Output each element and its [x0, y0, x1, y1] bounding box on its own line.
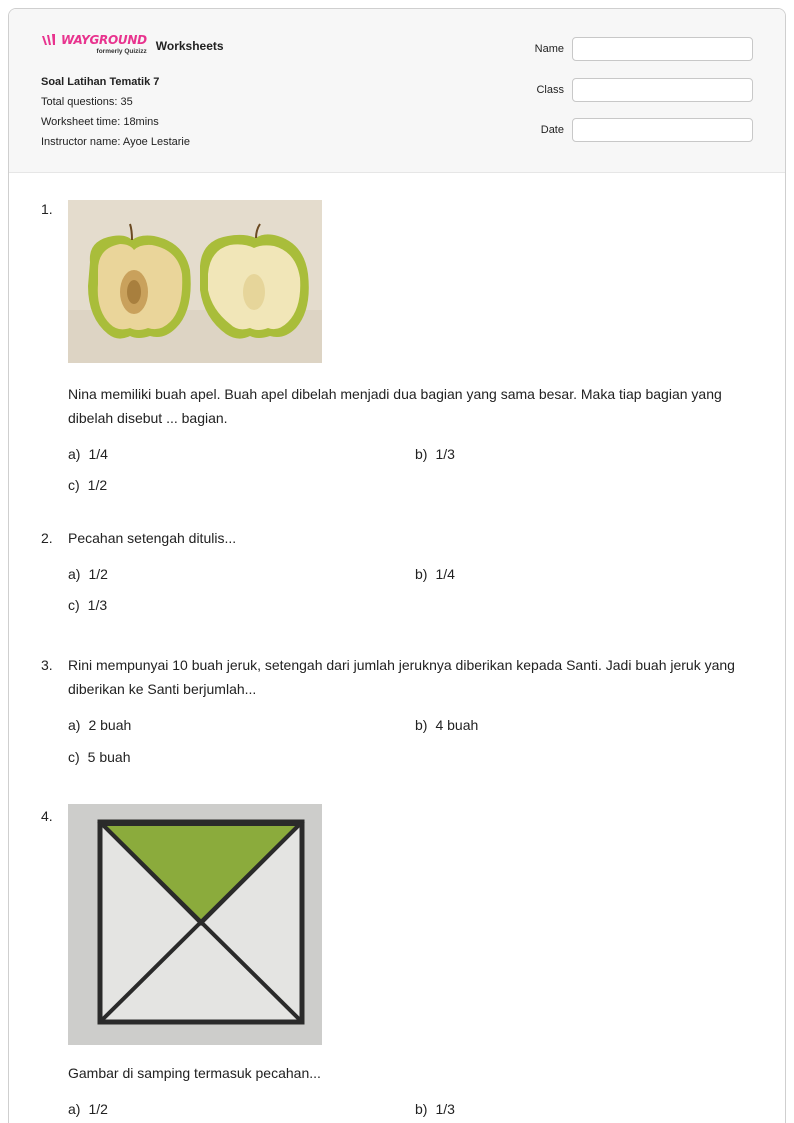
question-number: 1. [41, 201, 53, 217]
section-title: Worksheets [155, 39, 224, 53]
name-field-row [535, 37, 753, 61]
question-text: Pecahan setengah ditulis... [68, 530, 237, 546]
option-letter: c) [68, 749, 80, 765]
option-text: 1/2 [87, 477, 108, 493]
option-letter: a) [68, 1101, 81, 1117]
instructor-name: Instructor name: Ayoe Lestarie [41, 136, 190, 148]
option-letter: a) [68, 566, 81, 582]
worksheet-time: Worksheet time: 18mins [41, 116, 159, 128]
total-questions: Total questions: 35 [41, 96, 133, 108]
option-text: 1/3 [87, 597, 108, 613]
option-c[interactable] [68, 477, 107, 493]
question-text: Gambar di samping termasuk pecahan... [68, 1065, 321, 1081]
option-text: 1/2 [88, 566, 108, 582]
logo-wordmark: WAYGROUND [61, 33, 147, 47]
class-field-row [535, 78, 753, 102]
question-text: Rini mempunyai 10 buah jeruk, setengah dari jumlah jeruknya diberikan kepada Santi. Jadi buah jeruk yang diberikan ke Santi berjumlah... [68, 657, 735, 697]
options [68, 717, 758, 787]
wayground-mark-icon [41, 34, 59, 46]
option-b[interactable] [415, 566, 455, 582]
worksheet-meta [41, 75, 190, 155]
option-b[interactable] [415, 1101, 455, 1117]
worksheet-header [9, 9, 785, 173]
square-fraction-image [68, 804, 322, 1045]
quiz-title: Soal Latihan Tematik 7 [41, 76, 160, 88]
option-letter: b) [415, 566, 428, 582]
question-number: 4. [41, 808, 53, 824]
class-field[interactable] [572, 78, 753, 102]
date-label: Date [540, 124, 564, 136]
option-a[interactable] [68, 446, 108, 462]
option-letter: b) [415, 1101, 428, 1117]
option-a[interactable] [68, 1101, 108, 1117]
worksheet-page [8, 8, 786, 1123]
option-letter: a) [68, 717, 81, 733]
option-text: 2 buah [88, 717, 132, 733]
option-letter: b) [415, 446, 428, 462]
logo-subtitle: formerly Quizizz [96, 48, 147, 55]
options [68, 1101, 758, 1123]
option-letter: a) [68, 446, 81, 462]
option-text: 1/3 [435, 446, 455, 462]
option-c[interactable] [68, 749, 131, 765]
option-a[interactable] [68, 566, 108, 582]
option-text: 1/4 [88, 446, 108, 462]
question-number: 3. [41, 657, 53, 673]
student-fields [535, 37, 753, 159]
date-field[interactable] [572, 118, 753, 142]
date-field-row [535, 118, 753, 142]
name-label: Name [534, 43, 564, 55]
apple-halves-image [68, 200, 322, 363]
option-text: 1/4 [435, 566, 455, 582]
option-a[interactable] [68, 717, 131, 733]
option-text: 5 buah [87, 749, 131, 765]
question-text: Nina memiliki buah apel. Buah apel dibelah menjadi dua bagian yang sama besar. Maka tiap bagian yang dibelah disebut ... bagian. [68, 386, 722, 426]
name-field[interactable] [572, 37, 753, 61]
option-letter: c) [68, 597, 80, 613]
class-label: Class [536, 83, 564, 96]
options [68, 446, 758, 516]
option-letter: b) [415, 717, 428, 733]
option-c[interactable] [68, 597, 107, 613]
option-b[interactable] [415, 717, 478, 733]
options [68, 566, 758, 636]
option-b[interactable] [415, 446, 455, 462]
question-number: 2. [41, 530, 53, 546]
option-letter: c) [68, 477, 80, 493]
brand [41, 33, 224, 55]
option-text: 4 buah [435, 717, 479, 733]
option-text: 1/2 [88, 1101, 108, 1117]
option-text: 1/3 [435, 1101, 455, 1117]
wayground-logo [41, 33, 147, 55]
